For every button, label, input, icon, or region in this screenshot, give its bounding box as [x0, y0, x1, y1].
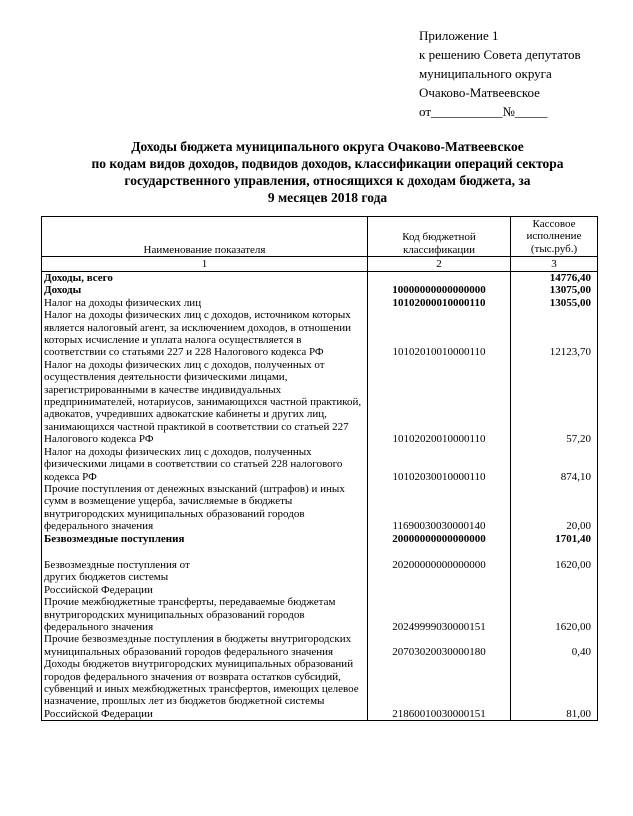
table-row: [42, 596, 598, 633]
row-code: 20703020030000180: [368, 633, 511, 658]
row-amount: 14776,40: [511, 272, 598, 285]
row-code: [368, 272, 511, 285]
title-line: Доходы бюджета муниципального округа Очаково-Матвеевское: [131, 139, 524, 154]
row-amount: 1701,40: [511, 533, 598, 545]
appendix-date-number-line: от___________№_____: [419, 104, 548, 119]
table-row: [42, 658, 598, 721]
header-code: Код бюджетной классификации: [368, 217, 511, 257]
column-number: 3: [511, 257, 598, 272]
row-name: Доходы, всего: [42, 272, 368, 285]
table-row: [42, 359, 598, 446]
row-name: Доходы: [42, 284, 368, 296]
row-code: 10102010010000110: [368, 309, 511, 359]
appendix-line: к решению Совета депутатов: [419, 47, 581, 62]
table-row: [42, 297, 598, 309]
row-name: [42, 545, 368, 596]
table-row: [42, 545, 598, 596]
header-amount: Кассовое исполнение (тыс.руб.): [511, 217, 598, 257]
row-name: Прочие поступления от денежных взысканий (штрафов) и иных сумм в возмещение ущерба, зачисляемые в бюджеты внутригородских муниципальных образований городов федерального значения: [42, 483, 368, 533]
row-name: Прочие межбюджетные трансферты, передаваемые бюджетам внутригородских муниципальных образований городов федерального значения: [42, 596, 368, 633]
row-code: 20249999030000151: [368, 596, 511, 633]
row-code: 10102000010000110: [368, 297, 511, 309]
row-code: 20000000000000000: [368, 533, 511, 545]
table-row: [42, 284, 598, 296]
row-amount: 1620,00: [511, 545, 598, 596]
row-code: 21860010030000151: [368, 658, 511, 721]
row-code: 20200000000000000: [368, 545, 511, 596]
appendix-line: муниципального округа: [419, 66, 552, 81]
row-amount: 20,00: [511, 483, 598, 533]
header-name: Наименование показателя: [42, 217, 368, 257]
table-row: [42, 483, 598, 533]
row-code: 10102030010000110: [368, 446, 511, 483]
column-number: 1: [42, 257, 368, 272]
row-amount: 13075,00: [511, 284, 598, 296]
row-name: Безвозмездные поступления: [42, 533, 368, 545]
appendix-line: Очаково-Матвеевское: [419, 85, 540, 100]
row-code: 10000000000000000: [368, 284, 511, 296]
revenue-table: [41, 216, 598, 721]
row-name: Налог на доходы физических лиц с доходов, полученных от осуществления деятельности физическими лицами, зарегистрированными в качестве индивидуальных предпринимателей, нотариусов, занимающихся частной практикой, адвокатов, учредивших адвокатские кабинеты и других лиц, занимающихся частной практикой в соответствии со статьей 227 Налогового кодекса РФ: [42, 359, 368, 446]
row-amount: 81,00: [511, 658, 598, 721]
row-name: Прочие безвозмездные поступления в бюджеты внутригородских муниципальных образований городов федерального значения: [42, 633, 368, 658]
row-code: 10102020010000110: [368, 359, 511, 446]
row-name: Налог на доходы физических лиц: [42, 297, 368, 309]
title-line: по кодам видов доходов, подвидов доходов, классификации операций сектора: [91, 156, 564, 171]
document-title: [40, 138, 615, 206]
appendix-block: [419, 26, 581, 121]
row-amount: 874,10: [511, 446, 598, 483]
row-amount: 0,40: [511, 633, 598, 658]
row-amount: 12123,70: [511, 309, 598, 359]
appendix-line: Приложение 1: [419, 28, 499, 43]
row-amount: 13055,00: [511, 297, 598, 309]
table-row: [42, 309, 598, 359]
row-code: 11690030030000140: [368, 483, 511, 533]
table-row: [42, 533, 598, 545]
row-name: Доходы бюджетов внутригородских муниципальных образований городов федерального значения от возврата остатков субсидий, субвенций и иных межбюджетных трансфертов, имеющих целевое назначение, прошлых лет из бюджетов бюджетной системы Российской Федерации: [42, 658, 368, 721]
table-row: [42, 272, 598, 285]
row-amount: 1620,00: [511, 596, 598, 633]
row-name: Налог на доходы физических лиц с доходов, полученных физическими лицами в соответствии со статьей 228 налогового кодекса РФ: [42, 446, 368, 483]
title-line: 9 месяцев 2018 года: [267, 190, 388, 205]
table-row: [42, 446, 598, 483]
table-row: [42, 633, 598, 658]
row-name: Налог на доходы физических лиц с доходов, источником которых является налоговый агент, за исключением доходов, в отношении которых исчисление и уплата налога осуществляется в соответствии со статьями 227 и 228 Налогового кодекса РФ: [42, 309, 368, 359]
column-number: 2: [368, 257, 511, 272]
row-name-text: Безвозмездные поступления от других бюджетов системы Российской Федерации: [44, 558, 190, 596]
row-amount: 57,20: [511, 359, 598, 446]
title-line: государственного управления, относящихся к доходам бюджета, за: [124, 173, 531, 188]
